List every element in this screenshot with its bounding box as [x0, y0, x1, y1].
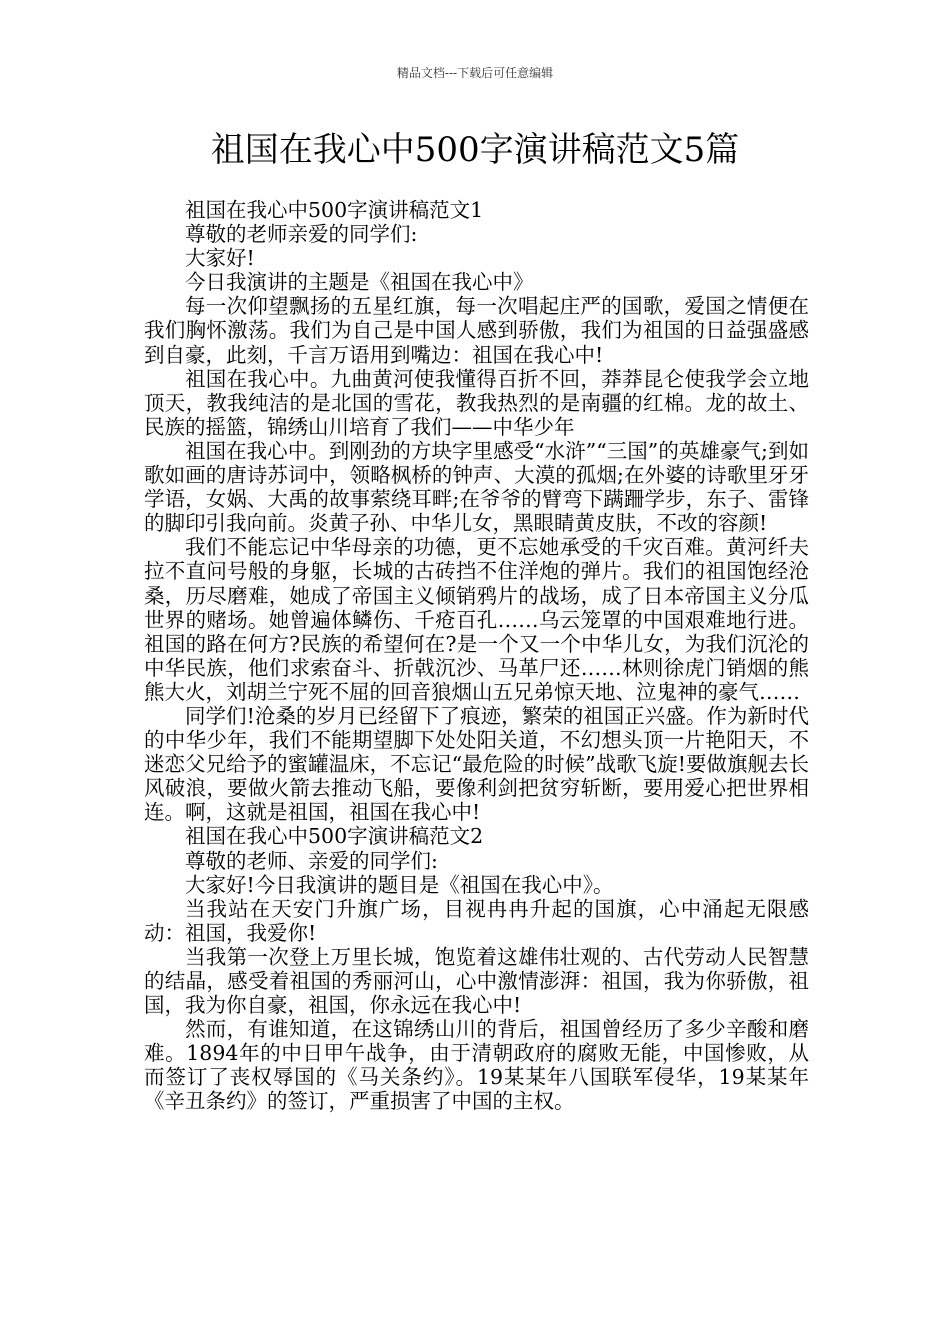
paragraph: 祖国在我心中500字演讲稿范文2 — [185, 824, 484, 849]
document-title: 祖国在我心中500字演讲稿范文5篇 — [210, 130, 740, 170]
paragraph: 大家好!今日我演讲的题目是《祖国在我心中》。 — [185, 872, 614, 897]
paragraph: 我们不能忘记中华母亲的功德，更不忘她承受的千灾百难。黄河纤夫拉不直问号般的身躯，长城的古砖挡不住洋炮的弹片。我们的祖国饱经沧桑，历尽磨难，她成了帝国主义倾销鸦片的战场，成了日本帝国主义分瓜世界的赌场。她曾遍体鳞伤、千疮百孔……乌云笼罩的中国艰难地行进。祖国的路在何方?民族的希望何在?是一个又一个中华儿女，为我们沉沦的中华民族，他们求索奋斗、折戟沉沙、马革尸还……林则徐虎门销烟的熊熊大火，刘胡兰宁死不屈的回音狼烟山五兄弟惊天地、泣鬼神的豪气…… — [144, 535, 809, 704]
paragraph: 当我站在天安门升旗广场，目视冉冉升起的国旗，心中涌起无限感动：祖国，我爱你! — [144, 896, 809, 945]
paragraph: 今日我演讲的主题是《祖国在我心中》 — [185, 270, 534, 295]
paragraph: 然而，有谁知道，在这锦绣山川的背后，祖国曾经历了多少辛酸和磨难。1894年的中日甲午战争，由于清朝政府的腐败无能，中国惨败，从而签订了丧权辱国的《马关条约》。19某某年八国联军侵华，19某某年《辛丑条约》的签订，严重损害了中国的主权。 — [144, 1017, 809, 1114]
paragraph: 当我第一次登上万里长城，饱览着这雄伟壮观的、古代劳动人民智慧的结晶，感受着祖国的秀丽河山，心中激情澎湃：祖国，我为你骄傲，祖国，我为你自豪，祖国，你永远在我心中! — [144, 944, 809, 1018]
paragraph: 尊敬的老师亲爱的同学们: — [185, 222, 418, 247]
paragraph: 祖国在我心中。九曲黄河使我懂得百折不回，莽莽昆仑使我学会立地顶天，教我纯洁的是北国的雪花，教我热烈的是南疆的红棉。龙的故土、民族的摇篮，锦绣山川培育了我们——中华少年 — [144, 366, 809, 439]
paragraph: 每一次仰望飘扬的五星红旗，每一次唱起庄严的国歌，爱国之情便在我们胸怀激荡。我们为自己是中国人感到骄傲，我们为祖国的日益强盛感到自豪，此刻，千言万语用到嘴边：祖国在我心中! — [144, 294, 809, 367]
paragraph: 大家好! — [185, 246, 255, 271]
page-header: 精品文档---下载后可任意编辑 — [396, 66, 554, 80]
paragraph: 祖国在我心中500字演讲稿范文1 — [185, 198, 484, 222]
paragraph: 尊敬的老师、亲爱的同学们: — [185, 848, 438, 873]
paragraph: 祖国在我心中。到刚劲的方块字里感受“水浒”“三国”的英雄豪气;到如歌如画的唐诗苏词中，领略枫桥的钟声、大漠的孤烟;在外婆的诗歌里牙牙学语，女娲、大禹的故事萦绕耳畔;在爷爷的臂弯下蹒跚学步，东子、雷锋的脚印引我向前。炎黄子孙、中华儿女，黑眼睛黄皮肤，不改的容颜! — [144, 438, 809, 536]
paragraph: 同学们!沧桑的岁月已经留下了痕迹，繁荣的祖国正兴盛。作为新时代的中华少年，我们不能期望脚下处处阳关道，不幻想头顶一片艳阳天，不迷恋父兄给予的蜜罐温床，不忘记“最危险的时候”战歌飞旋!要做旗舰去长风破浪，要做火箭去推动飞船，要像利剑把贫穷斩断，要用爱心把世界相连。啊，这就是祖国，祖国在我心中! — [144, 703, 809, 825]
document-body — [144, 198, 809, 1114]
